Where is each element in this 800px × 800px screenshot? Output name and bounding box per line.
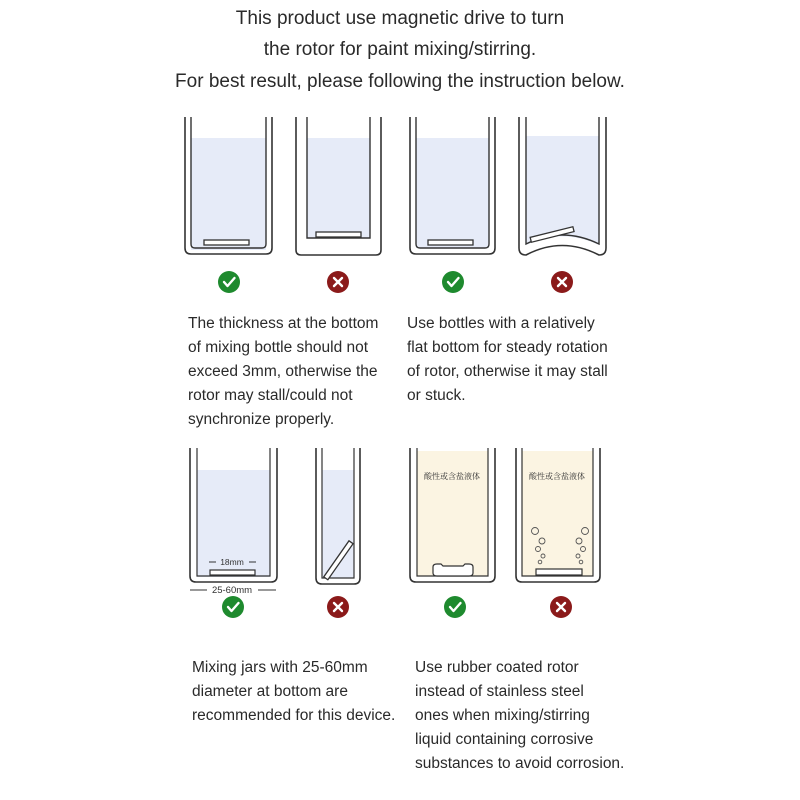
x-circle-icon bbox=[551, 271, 573, 293]
liquid-label: 酸性或含盐液体 bbox=[529, 472, 585, 481]
x-circle-icon bbox=[327, 596, 349, 618]
intro-line-2: the rotor for paint mixing/stirring. bbox=[263, 39, 537, 60]
check-circle-icon bbox=[442, 271, 464, 293]
liquid-label: 酸性或含盐液体 bbox=[424, 472, 480, 481]
jar-steel-rotor-bad bbox=[516, 448, 600, 582]
bottom-range-label: 25-60mm bbox=[211, 585, 253, 596]
bottle-thick-bottom-good bbox=[185, 117, 272, 254]
rotor-size-label: 18mm bbox=[220, 557, 244, 567]
rotor bbox=[210, 570, 255, 575]
jar-rubber-rotor-good bbox=[410, 448, 495, 582]
caption-rubber-rotor: Use rubber coated rotor instead of stainless steel ones when mixing/stirring liquid containing corrosive substances to avoid corrosion. bbox=[415, 659, 625, 772]
caption-diameter: Mixing jars with 25-60mm diameter at bottom are recommended for this device. bbox=[192, 659, 396, 724]
bottle-flat-bottom-good bbox=[410, 117, 495, 254]
check-circle-icon bbox=[444, 596, 466, 618]
liquid-fill bbox=[522, 451, 593, 576]
check-circle-icon bbox=[222, 596, 244, 618]
x-circle-icon bbox=[327, 271, 349, 293]
rubber-rotor bbox=[433, 564, 473, 576]
caption-thickness: The thickness at the bottom of mixing bottle should not exceed 3mm, otherwise the rotor may stall/could not synchronize properly. bbox=[188, 315, 379, 428]
liquid-fill bbox=[191, 138, 266, 250]
intro-line-3: For best result, please following the instruction below. bbox=[175, 71, 625, 92]
caption-flat-bottom: Use bottles with a relatively flat bottom for steady rotation of rotor, otherwise it may stall or stuck. bbox=[407, 315, 608, 404]
liquid-fill bbox=[526, 136, 599, 245]
rotor bbox=[204, 240, 249, 245]
x-circle-icon bbox=[550, 596, 572, 618]
intro-line-1: This product use magnetic drive to turn bbox=[235, 8, 565, 29]
liquid-fill bbox=[416, 138, 489, 248]
rotor bbox=[428, 240, 473, 245]
jar-wide-good bbox=[190, 448, 277, 596]
bottle-too-thick-bad bbox=[296, 117, 381, 255]
steel-rotor bbox=[536, 569, 582, 575]
check-circle-icon bbox=[218, 271, 240, 293]
rotor bbox=[316, 232, 361, 237]
jar-narrow-bad bbox=[316, 448, 360, 584]
bottle-curved-bottom-bad bbox=[519, 117, 606, 255]
liquid-fill bbox=[417, 451, 488, 576]
liquid-fill bbox=[307, 138, 370, 238]
